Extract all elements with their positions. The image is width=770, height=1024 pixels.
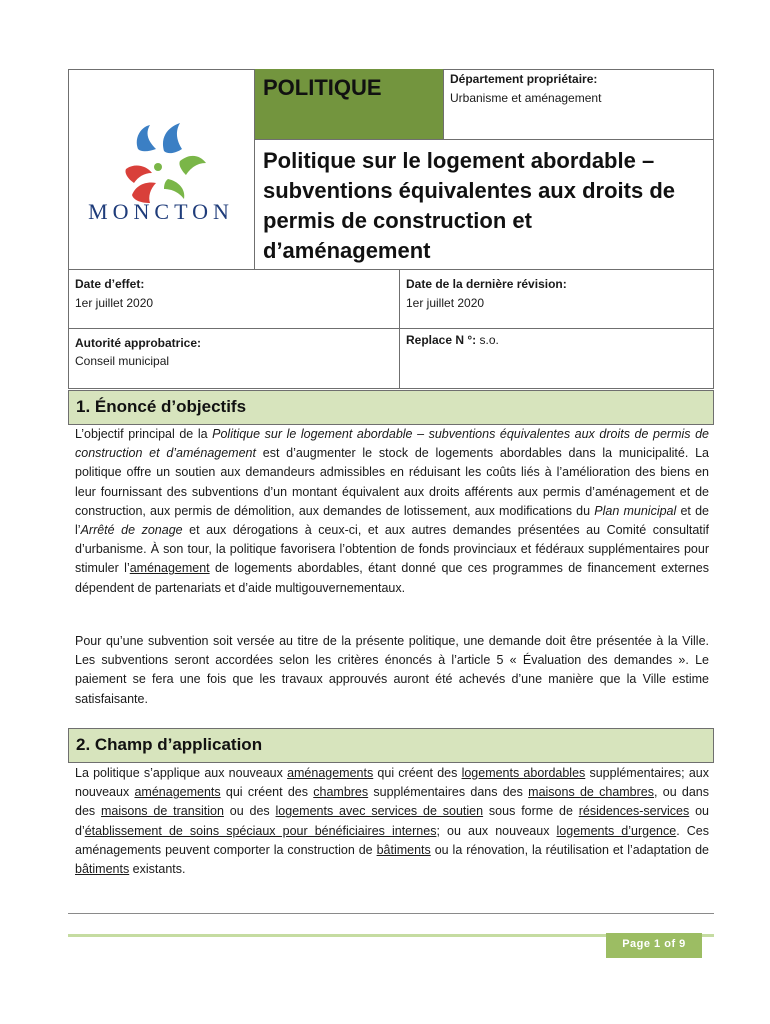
- defined-term: logements avec services de soutien: [275, 804, 484, 819]
- section-2-paragraph: [75, 764, 709, 879]
- section-1-paragraph-1: [75, 425, 709, 598]
- defined-term: résidences-services: [578, 804, 690, 819]
- policy-header-table: [68, 69, 714, 389]
- text-run: ou des: [223, 804, 276, 819]
- defined-term: logements d’urgence: [556, 823, 677, 838]
- row-divider: [68, 328, 714, 329]
- approving-authority-label: Autorité approbatrice:: [75, 336, 202, 350]
- section-1-heading: 1. Énoncé d’objectifs: [76, 397, 247, 416]
- defined-term: logements abordables: [461, 766, 586, 780]
- footer-divider: [68, 913, 714, 914]
- defined-term: bâtiments: [75, 862, 130, 877]
- section-1-heading-bar: [68, 390, 714, 425]
- text-run: ; ou aux nouveaux: [436, 823, 557, 838]
- text-run: ou la rénovation, la réutilisation et l’adaptation de: [430, 842, 709, 857]
- text-run: supplémentaires; aux nouveaux: [75, 766, 709, 800]
- text-run: de logements abordables, étant donné que ces programmes de financement externes dépendent de partenariats et d’aide multigouvernementaux.: [75, 561, 709, 595]
- politique-label-cell: [254, 69, 444, 140]
- moncton-logo-graphic: [68, 69, 254, 269]
- last-revision-label: Date de la dernière révision:: [406, 277, 567, 291]
- defined-term: aménagements: [287, 766, 374, 780]
- text-run: et aux dérogations à ceux-ci, et aux autres demandes présentées au Comité consultatif d’urbanisme. À son tour, la politique favorisera l’obtention de fonds provinciaux et fédéraux supplémentaires pour stimuler l’: [75, 523, 710, 576]
- last-revision-value: 1er juillet 2020: [406, 296, 485, 310]
- replaces-field: [406, 333, 499, 347]
- text-run: supplémentaires dans des: [368, 785, 529, 800]
- column-divider: [399, 269, 400, 389]
- text-run: existants.: [129, 862, 186, 877]
- approving-authority-value: Conseil municipal: [75, 354, 170, 368]
- text-run: sous forme de: [483, 804, 579, 819]
- department-label: Département propriétaire:: [450, 72, 598, 86]
- replaces-label: Replace N °:: [406, 333, 477, 347]
- page-number: Page 1 of 9: [622, 938, 686, 950]
- defined-term: établissement de soins spéciaux pour bénéficiaires internes: [84, 823, 437, 838]
- text-run: L’objectif principal de la: [75, 427, 213, 441]
- politique-label: POLITIQUE: [263, 75, 382, 100]
- defined-term: aménagement: [129, 561, 210, 576]
- department-value: Urbanisme et aménagement: [450, 91, 602, 105]
- department-cell: [443, 69, 713, 140]
- text-run: , ou dans des: [75, 785, 710, 819]
- text-run: qui créent des: [220, 785, 314, 800]
- defined-term: maisons de transition: [101, 804, 224, 819]
- page-number-box: [606, 933, 702, 958]
- logo-wordmark: MONCTON: [88, 199, 234, 224]
- defined-term: aménagements: [134, 785, 221, 800]
- defined-term: chambres: [313, 785, 369, 800]
- policy-title: Politique sur le logement abordable – subventions équivalentes aux droits de permis de construction et d’aménagement: [263, 148, 675, 263]
- text-run: qui créent des: [373, 766, 462, 780]
- text-run: et de l’: [75, 503, 710, 538]
- policy-title-cell: [254, 140, 713, 269]
- replaces-value: s.o.: [479, 333, 499, 347]
- defined-term: maisons de chambres: [528, 785, 655, 800]
- defined-term: bâtiments: [376, 842, 431, 857]
- text-run: La politique s’applique aux nouveaux: [75, 766, 288, 780]
- section-2-heading-bar: [68, 728, 714, 763]
- arrete-zonage-italic: Arrêté de zonage: [80, 523, 183, 538]
- text-run: est d’augmenter le stock de logements abordables dans la municipalité. La politique offre un soutien aux demandeurs admissibles en réduisant les coûts liés à l’amélioration des biens en leur fournissant des subventions d’un montant équivalent aux droits afférents aux permis d’aménagement et de construction, aux permis de démolition, aux demandes de lotissement, aux modifications du: [75, 446, 709, 518]
- plan-municipal-italic: Plan municipal: [594, 503, 677, 518]
- moncton-logo: [68, 69, 254, 269]
- section-2-heading: 2. Champ d’application: [76, 735, 263, 754]
- effective-date-label: Date d’effet:: [75, 277, 145, 291]
- section-1-paragraph-2: Pour qu’une subvention soit versée au titre de la présente politique, une demande doit être présentée à la Ville. Les subventions seront accordées selon les critères énoncés à l’article 5 « Évaluation des demandes ». Le paiement se fera une fois que les travaux approuvés auront été achevés d’une manière que la Ville estime satisfaisante.: [75, 634, 709, 706]
- policy-name-italic: Politique sur le logement abordable – subventions équivalentes aux droits de permis de construction et d’aménagement: [75, 427, 709, 461]
- text-run: ou d’: [75, 804, 709, 838]
- text-run: . Ces aménagements peuvent comporter la construction de: [75, 823, 709, 857]
- effective-date-value: 1er juillet 2020: [75, 296, 154, 310]
- row-divider: [68, 269, 714, 270]
